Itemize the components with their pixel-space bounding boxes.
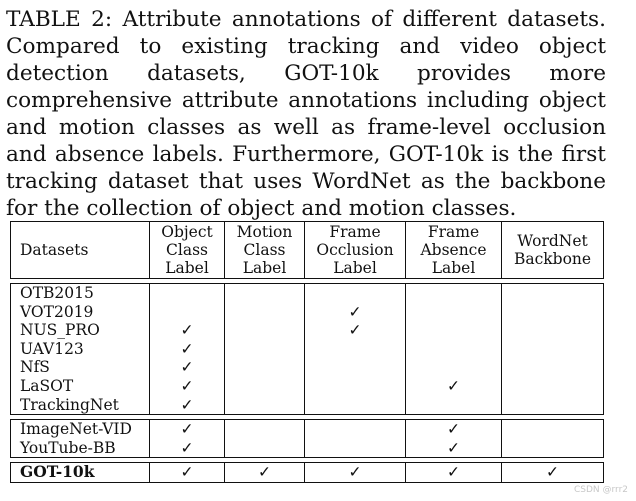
frame-occlusion-cell (305, 419, 406, 458)
dataset-name: TrackingNet (20, 395, 119, 414)
header-datasets: Datasets (10, 221, 150, 279)
dataset-group-0 (10, 283, 604, 415)
check-mark (406, 396, 501, 415)
header-frame-occlusion-label: Frame Occlusion Label (305, 221, 406, 279)
check-mark (502, 396, 603, 415)
check-mark: ✓ (348, 321, 362, 340)
check-mark: ✓ (180, 438, 194, 457)
check-mark (502, 303, 603, 322)
header-motion-class-label: Motion Class Label (225, 221, 305, 279)
object-class-cell (150, 462, 225, 483)
dataset-name: LaSOT (20, 376, 74, 395)
wordnet-backbone-cell (502, 419, 604, 458)
dataset-names-cell (10, 462, 150, 483)
dataset-name: YouTube-BB (20, 438, 116, 457)
check-mark (502, 420, 603, 439)
check-mark (225, 284, 304, 303)
check-mark (305, 420, 405, 439)
check-mark (305, 340, 405, 359)
check-mark (406, 303, 501, 322)
check-mark: ✓ (180, 463, 194, 482)
check-mark (305, 439, 405, 458)
dataset-group-2 (10, 462, 604, 483)
object-class-cell (150, 419, 225, 458)
check-mark (502, 439, 603, 458)
dataset-name: NUS_PRO (20, 321, 100, 340)
frame-occlusion-cell (305, 283, 406, 415)
dataset-name: OTB2015 (20, 284, 94, 302)
motion-class-cell (225, 283, 305, 415)
caption-text: TABLE 2: Attribute annotations of different datasets. Compared to existing tracking and video object detection datasets, GOT-10k provides more comprehensive attribute annotations including object and motion classes as well as frame-level occlusion and absence labels. Furthermore, GOT-10k is the first tracking dataset that uses WordNet as the backbone for the collection of object and motion classes. (6, 7, 606, 221)
check-mark: ✓ (447, 420, 460, 439)
check-mark: ✓ (180, 321, 194, 340)
dataset-name: UAV123 (20, 339, 84, 358)
motion-class-cell (225, 419, 305, 458)
check-mark: ✓ (447, 376, 460, 395)
check-mark (150, 303, 224, 322)
check-mark (150, 284, 224, 303)
frame-absence-cell (406, 462, 502, 483)
header-object-class-label: Object Class Label (150, 221, 225, 279)
check-mark (225, 439, 304, 458)
check-mark (305, 358, 405, 377)
check-mark: ✓ (180, 339, 194, 358)
dataset-name: VOT2019 (20, 302, 94, 321)
check-mark (502, 321, 603, 340)
wordnet-backbone-cell (502, 283, 604, 415)
check-mark (406, 358, 501, 377)
header-frame-absence-label: Frame Absence Label (406, 221, 502, 279)
check-mark (305, 284, 405, 303)
frame-occlusion-cell (305, 462, 406, 483)
check-mark: ✓ (348, 463, 362, 482)
header-row (10, 221, 604, 279)
dataset-names-cell (10, 419, 150, 458)
check-mark: ✓ (447, 463, 460, 482)
check-mark (502, 358, 603, 377)
check-mark: ✓ (180, 395, 194, 414)
check-mark: ✓ (180, 376, 194, 395)
check-mark: ✓ (180, 358, 194, 377)
check-mark (225, 303, 304, 322)
dataset-name: ImageNet-VID (20, 420, 132, 439)
check-mark (502, 377, 603, 396)
check-mark: ✓ (546, 463, 559, 482)
check-mark (225, 340, 304, 359)
table-caption (6, 6, 606, 222)
check-mark (305, 396, 405, 415)
check-mark (502, 284, 603, 303)
dataset-name: GOT-10k (20, 462, 95, 482)
check-mark (225, 396, 304, 415)
check-mark: ✓ (258, 463, 271, 482)
check-mark (406, 321, 501, 340)
frame-absence-cell (406, 283, 502, 415)
attribute-table (10, 221, 604, 483)
motion-class-cell (225, 462, 305, 483)
check-mark (225, 420, 304, 439)
check-mark: ✓ (447, 438, 460, 457)
dataset-name: NfS (20, 358, 50, 377)
check-mark (406, 284, 501, 303)
check-mark: ✓ (348, 302, 362, 321)
object-class-cell (150, 283, 225, 415)
check-mark (225, 321, 304, 340)
dataset-names-cell (10, 283, 150, 415)
watermark: CSDN @rrr2 (573, 485, 628, 495)
check-mark (502, 340, 603, 359)
wordnet-backbone-cell (502, 462, 604, 483)
check-mark (406, 340, 501, 359)
dataset-group-1 (10, 419, 604, 458)
check-mark (305, 377, 405, 396)
check-mark: ✓ (180, 420, 194, 439)
check-mark (225, 377, 304, 396)
header-wordnet-backbone: WordNet Backbone (502, 221, 604, 279)
frame-absence-cell (406, 419, 502, 458)
check-mark (225, 358, 304, 377)
